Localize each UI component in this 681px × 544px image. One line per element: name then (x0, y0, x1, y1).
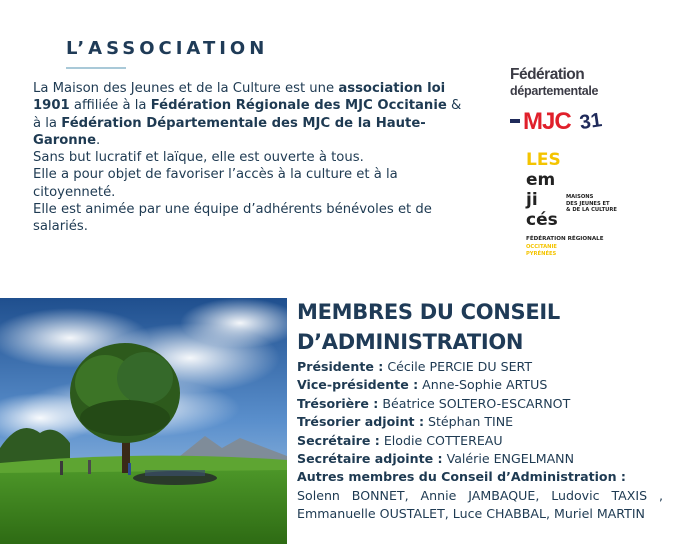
role-label: Présidente : (297, 359, 384, 374)
federation-departementale-logo (508, 66, 618, 141)
intro-text-part: La Maison des Jeunes et de la Culture est une (33, 81, 339, 96)
member-name: Valérie ENGELMANN (442, 451, 575, 467)
intro-text-part: affiliée à la (69, 98, 151, 114)
lm-logo-tagline (566, 194, 636, 214)
svg-text:MJC: MJC (523, 108, 571, 135)
lm-logo-federation: FÉDÉRATION RÉGIONALE (526, 236, 604, 242)
role-label: Trésorier adjoint : (297, 414, 424, 430)
lm-logo-region (526, 244, 557, 258)
fd-logo-line2: départementale (510, 84, 599, 98)
intro-line-purpose: Elle a pour objet de favoriser l’accès à la culture et à la citoyenneté. (33, 167, 398, 200)
board-role-row (297, 450, 663, 468)
lm-region-line: PYRÉNÉES (526, 251, 557, 257)
title-underline (66, 67, 126, 69)
board-role-row (297, 376, 663, 394)
landscape-photo-icon (0, 298, 287, 544)
intro-line-secular: Sans but lucratif et laïque, elle est ouverte à tous. (33, 150, 364, 166)
intro-line-team: Elle est animée par une équipe d’adhérents bénévoles et de salariés. (33, 202, 432, 235)
intro-bold-departmental: Fédération Départementale des MJC de la Haute-Garonne (33, 115, 426, 148)
board-role-row (297, 432, 663, 450)
lm-logo-ji: ji (526, 190, 538, 210)
lm-tagline-line: DES JEUNES ET (566, 200, 610, 207)
meadow-tree-photo (0, 298, 287, 544)
role-label: Secrétaire adjointe : (297, 451, 443, 467)
intro-text-part: & à la (33, 98, 462, 131)
other-members-names: Solenn BONNET, Annie JAMBAQUE, Ludovic TAXIS , Emmanuelle OUSTALET, Luce CHABBAL, Muriel MARTIN (297, 487, 663, 522)
mjc31-logo-icon (508, 99, 618, 139)
lm-tagline-line: & DE LA CULTURE (566, 207, 617, 213)
page-title: L’ASSOCIATION (66, 38, 269, 59)
intro-bold-regional: Fédération Régionale des MJC Occitanie (150, 98, 447, 114)
svg-text:31: 31 (578, 109, 604, 135)
other-members-label: Autres membres du Conseil d’Administration : (297, 469, 626, 485)
les-emjices-logo (522, 150, 632, 265)
lm-tagline-line: MAISONS (566, 194, 594, 200)
other-members-label-row (297, 468, 663, 486)
member-name: Cécile PERCIE DU SERT (383, 359, 533, 374)
lm-logo-les: LES (526, 150, 561, 170)
lm-logo-em: em (526, 170, 556, 190)
member-name: Elodie COTTEREAU (379, 432, 503, 448)
intro-text (33, 80, 473, 236)
fd-logo-line1: Fédération (510, 66, 585, 83)
lm-region-line: OCCITANIE (526, 244, 557, 250)
intro-text-part: . (96, 132, 101, 148)
member-name: Stéphan TINE (423, 414, 514, 430)
role-label: Secrétaire : (297, 432, 380, 448)
board-role-row (297, 413, 663, 431)
board-title: MEMBRES DU CONSEIL D’ADMINISTRATION (297, 300, 560, 354)
board-members-list (297, 358, 663, 524)
role-label: Trésorière : (297, 395, 379, 411)
member-name: Béatrice SOLTERO-ESCARNOT (378, 395, 571, 411)
board-role-row (297, 395, 663, 413)
role-label: Vice-présidente : (297, 377, 419, 393)
intro-bold-status: association loi 1901 (33, 81, 446, 114)
member-name: Anne-Sophie ARTUS (418, 377, 548, 393)
lm-logo-ces: cés (526, 210, 558, 230)
board-role-row (297, 358, 663, 376)
